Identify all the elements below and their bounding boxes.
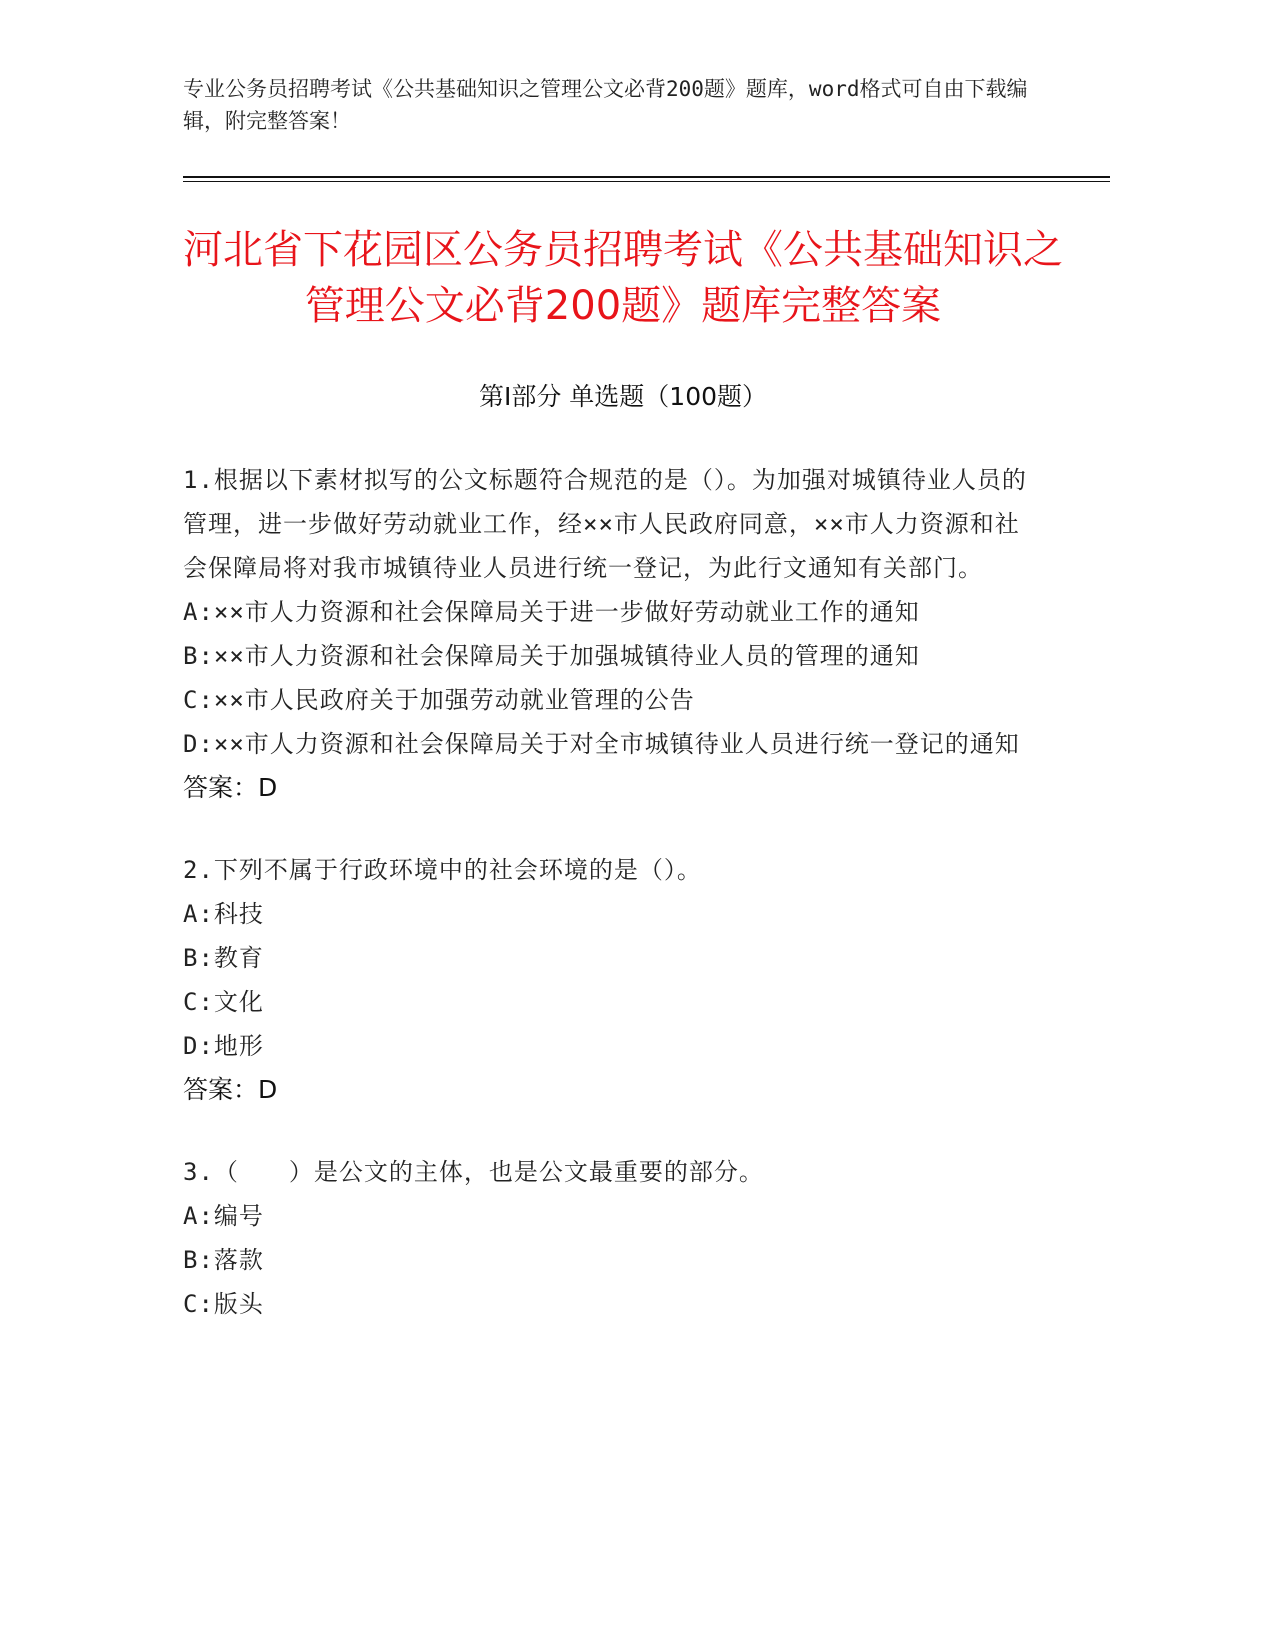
header-divider-thin xyxy=(183,181,1110,182)
question-2 xyxy=(183,848,1043,1112)
question-1 xyxy=(183,458,1043,810)
option-c: C:文化 xyxy=(183,988,264,1016)
question-list xyxy=(183,458,1043,1364)
question-stem: 3.（ ）是公文的主体，也是公文最重要的部分。 xyxy=(183,1158,764,1186)
option-a: A:科技 xyxy=(183,900,264,928)
option-b: B:落款 xyxy=(183,1246,264,1274)
option-d: D:地形 xyxy=(183,1032,264,1060)
option-a: A:××市人力资源和社会保障局关于进一步做好劳动就业工作的通知 xyxy=(183,598,920,626)
answer-line: 答案：D xyxy=(183,773,278,802)
option-a: A:编号 xyxy=(183,1202,264,1230)
question-stem: 2.下列不属于行政环境中的社会环境的是（）。 xyxy=(183,856,702,884)
answer-line: 答案：D xyxy=(183,1075,278,1104)
option-c: C:××市人民政府关于加强劳动就业管理的公告 xyxy=(183,686,695,714)
option-d: D:××市人力资源和社会保障局关于对全市城镇待业人员进行统一登记的通知 xyxy=(183,730,1020,758)
section-title: 第Ⅰ部分 单选题（100题） xyxy=(478,382,768,411)
option-b: B:教育 xyxy=(183,944,264,972)
option-c: C:版头 xyxy=(183,1290,264,1318)
question-stem: 1.根据以下素材拟写的公文标题符合规范的是（）。为加强对城镇待业人员的管理，进一步做好劳动就业工作，经××市人民政府同意，××市人力资源和社会保障局将对我市城镇待业人员进行统一登记，为此行文通知有关部门。 xyxy=(183,466,1027,582)
document-title: 河北省下花园区公务员招聘考试《公共基础知识之管理公文必背200题》题库完整答案 xyxy=(183,227,1063,329)
option-b: B:××市人力资源和社会保障局关于加强城镇待业人员的管理的通知 xyxy=(183,642,920,670)
question-3 xyxy=(183,1150,1043,1326)
header-note: 专业公务员招聘考试《公共基础知识之管理公文必背200题》题库，word格式可自由下载编辑，附完整答案！ xyxy=(183,77,1028,133)
header-divider xyxy=(183,176,1110,178)
